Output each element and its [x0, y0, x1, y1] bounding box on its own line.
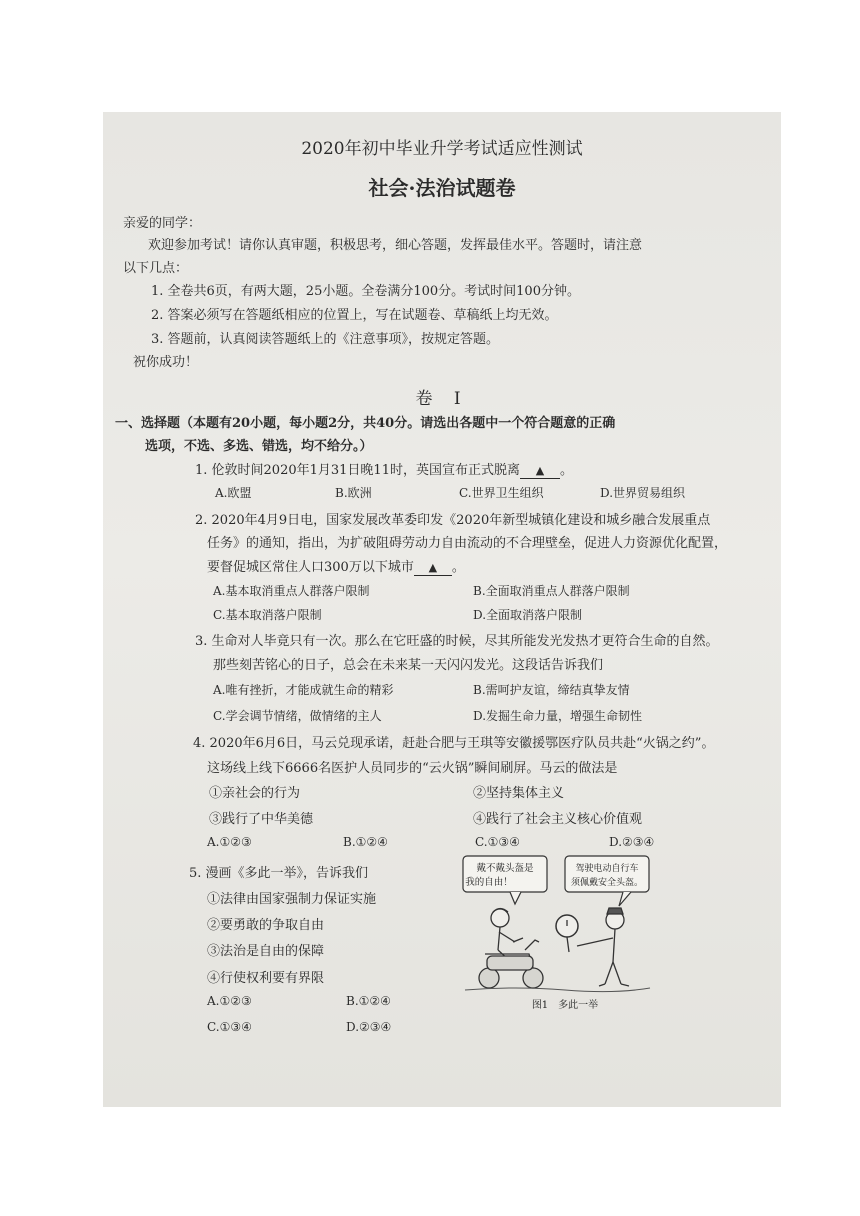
welcome-line-1: 欢迎参加考试！请你认真审题，积极思考，细心答题，发挥最佳水平。答题时，请注意: [148, 238, 643, 253]
q3-option-b: B.需呵护友谊，缔结真挚友情: [473, 683, 630, 697]
q2-option-c: C.基本取消落户限制: [213, 608, 322, 622]
exam-subtitle: 社会·法治试题卷: [368, 176, 516, 200]
q5-statement-4: ④行使权利要有界限: [207, 971, 325, 986]
note-3: 3. 答题前，认真阅读答题纸上的《注意事项》，按规定答题。: [151, 332, 500, 347]
exam-paper: [103, 112, 781, 1107]
q3-option-c: C.学会调节情绪，做情绪的主人: [213, 709, 382, 723]
ground-line: [465, 988, 650, 992]
q4-option-a: A.①②③: [207, 835, 252, 849]
q3-option-a: A.唯有挫折，才能成就生命的精彩: [213, 683, 394, 697]
q5-option-b: B.①②④: [346, 994, 391, 1008]
question-4-line-1: 4. 2020年6月6日，马云兑现承诺，赶赴合肥与王琪等安徽援鄂医疗队员共赴“火锅之约”。: [193, 736, 715, 751]
question-2-line-2: 任务》的通知，指出，为扩破阻碍劳动力自由流动的不合理壁垒，促进人力资源优化配置，: [207, 536, 728, 551]
blank-triangle: ▲: [535, 464, 545, 477]
q1-option-a: A.欧盟: [215, 486, 252, 500]
q4-statement-4: ④践行了社会主义核心价值观: [473, 812, 643, 827]
note-2: 2. 答案必须写在答题纸相应的位置上，写在试题卷、草稿纸上均无效。: [151, 308, 558, 323]
q5-statement-2: ②要勇敢的争取自由: [207, 918, 325, 933]
cartoon-illustration: [455, 850, 655, 1012]
welcome-line-2: 以下几点：: [123, 261, 189, 276]
ebike: [479, 940, 543, 988]
question-3-line-1: 3. 生命对人毕竟只有一次。那么在它旺盛的时候，尽其所能发光发热才更符合生命的自然。: [195, 634, 719, 649]
question-4-line-2: 这场线上线下6666名医护人员同步的“云火锅”瞬间刷屏。马云的做法是: [207, 761, 618, 776]
q4-option-d: D.②③④: [609, 835, 655, 849]
question-1-stem: 1. 伦敦时间2020年1月31日晚11时，英国宣布正式脱离: [195, 463, 520, 478]
blank-triangle: ▲: [428, 561, 438, 574]
instructions-line-2: 选项，不选、多选、错选，均不给分。）: [145, 439, 373, 454]
speech-bubble-left: [463, 856, 547, 904]
q2-option-b: B.全面取消重点人群落户限制: [473, 584, 630, 598]
speech-bubble-right: [565, 856, 649, 906]
cartoon-caption: 图1 多此一举: [531, 1000, 599, 1011]
greeting: 亲爱的同学：: [123, 216, 202, 231]
q1-option-b: B.欧洲: [335, 486, 372, 500]
q5-statement-3: ③法治是自由的保障: [207, 944, 325, 959]
question-1: [195, 459, 573, 479]
q4-statement-1: ①亲社会的行为: [209, 786, 301, 801]
q1-option-c: C.世界卫生组织: [459, 486, 544, 500]
answer-blank: [414, 560, 452, 576]
exam-title: 2020年初中毕业升学考试适应性测试: [301, 139, 583, 159]
question-2-stem: 要督促城区常住人口300万以下城市: [207, 560, 414, 575]
question-2-line-1: 2. 2020年4月9日电，国家发展改革委印发《2020年新型城镇化建设和城乡融合发展重点: [195, 513, 711, 528]
q5-statement-1: ①法律由国家强制力保证实施: [207, 892, 377, 907]
bubble-left-line-2: 我的自由！: [465, 877, 513, 888]
q2-option-d: D.全面取消落户限制: [473, 608, 583, 622]
question-3-line-2: 那些刻苦铭心的日子，总会在未来某一天闪闪发光。这段话告诉我们: [213, 658, 604, 673]
q1-option-d: D.世界贸易组织: [600, 486, 686, 500]
q4-option-c: C.①③④: [475, 835, 520, 849]
q5-option-a: A.①②③: [207, 994, 252, 1008]
q4-statement-3: ③践行了中华美德: [209, 812, 314, 827]
bubble-right-line-1: 驾驶电动自行车: [575, 864, 639, 874]
section-label: 卷 Ⅰ: [415, 389, 469, 409]
q3-option-d: D.发掘生命力量，增强生命韧性: [473, 709, 643, 723]
instructions-line-1: 一、选择题（本题有20小题，每小题2分，共40分。请选出各题中一个符合题意的正确: [115, 416, 616, 431]
wish: 祝你成功！: [133, 355, 199, 370]
question-2-line-3: [207, 556, 465, 576]
question-2-stem-end: 。: [451, 560, 465, 575]
q2-option-a: A.基本取消重点人群落户限制: [213, 584, 370, 598]
bubble-left-line-1: 戴不戴头盔是: [476, 863, 534, 874]
bubble-right-line-2: 须佩戴安全头盔。: [570, 878, 644, 888]
answer-blank: [520, 463, 560, 479]
q5-option-d: D.②③④: [346, 1020, 392, 1034]
note-1: 1. 全卷共6页，有两大题，25小题。全卷满分100分。考试时间100分钟。: [151, 284, 580, 299]
officer-figure: [556, 908, 629, 986]
question-1-stem-end: 。: [559, 463, 573, 478]
q4-statement-2: ②坚持集体主义: [473, 786, 565, 801]
q5-option-c: C.①③④: [207, 1020, 252, 1034]
q4-option-b: B.①②④: [343, 835, 388, 849]
question-5-stem: 5. 漫画《多此一举》，告诉我们: [189, 866, 369, 881]
